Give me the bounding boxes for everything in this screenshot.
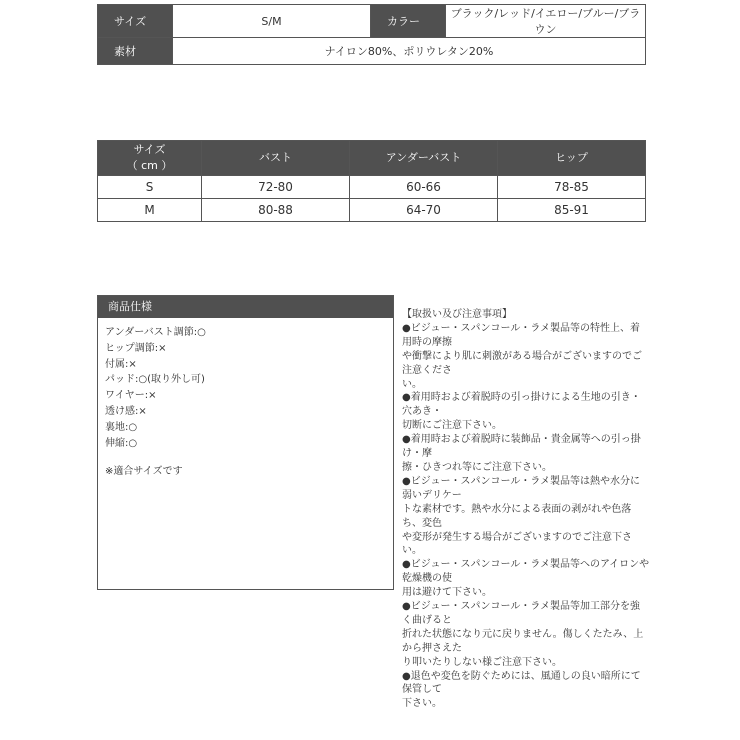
info-row-size-color [98, 5, 646, 38]
size-chart-table [97, 140, 646, 222]
material-label: 素材 [98, 38, 173, 65]
hip-header: ヒップ [498, 141, 646, 176]
spec-title: 商品仕様 [98, 296, 393, 318]
care-title: 【取扱い及び注意事項】 [402, 309, 512, 320]
product-spec-box [97, 295, 394, 590]
list-item: ●ビジュー・スパンコール・ラメ製品等は熱や水分に弱いデリケー トな素材です。熱や水分による表面の剥がれや色落ち、変色 や変形が発生する場合がございますのでご注意下さい。 [402, 475, 641, 557]
list-item: 伸縮:○ [105, 437, 138, 449]
size-cell: S [98, 176, 202, 199]
hip-cell: 78-85 [498, 176, 646, 199]
list-item: 裏地:○ [105, 421, 138, 433]
list-item: ●ビジュー・スパンコール・ラメ製品等へのアイロンや乾燥機の使 用は避けて下さい。 [402, 559, 650, 599]
bust-cell: 72-80 [202, 176, 350, 199]
list-item: ワイヤー:× [105, 390, 157, 402]
size-label: サイズ [98, 5, 173, 38]
list-item: ヒップ調節:× [105, 342, 167, 354]
underbust-header: アンダーバスト [350, 141, 498, 176]
care-notes [402, 308, 650, 711]
color-label: カラー [371, 5, 446, 38]
material-value: ナイロン80%、ポリウレタン20% [173, 38, 646, 65]
underbust-cell: 64-70 [350, 199, 498, 222]
bust-header: バスト [202, 141, 350, 176]
list-item: アンダーバスト調節:○ [105, 327, 206, 338]
spec-note: ※適合サイズです [105, 466, 183, 478]
size-header [98, 141, 202, 176]
color-value: ブラック/レッド/イエロー/ブルー/ブラウン [446, 5, 646, 38]
product-info-table [97, 4, 646, 65]
info-row-material [98, 38, 646, 65]
size-cell: M [98, 199, 202, 222]
hip-cell: 85-91 [498, 199, 646, 222]
list-item: ●ビジュー・スパンコール・ラメ製品等の特性上、着用時の摩擦 や衝撃により肌に刺激がある場合がございますのでご注意くださ い。 [402, 322, 642, 390]
spec-list [98, 318, 393, 451]
size-header-unit: （ cm ） [126, 159, 173, 172]
list-item: ●ビジュー・スパンコール・ラメ製品等加工部分を強く曲げると 折れた状態になり元に戻りません。傷しくたたみ、上から押さえた り叩いたりしない様ご注意下さい。 [402, 601, 644, 668]
list-item: ●着用時および着脱時に装飾品・貴金属等への引っ掛け・摩 擦・ひきつれ等にご注意下さい。 [402, 434, 641, 473]
list-item: 付属:× [105, 358, 137, 370]
size-value: S/M [173, 5, 371, 38]
bust-cell: 80-88 [202, 199, 350, 222]
underbust-cell: 60-66 [350, 176, 498, 199]
size-chart-header-row [98, 141, 646, 176]
list-item: ●退色や変色を防ぐためには、風通しの良い暗所にて保管して 下さい。 [402, 670, 641, 710]
size-header-label: サイズ [133, 143, 166, 156]
list-item: ●着用時および着脱時の引っ掛けによる生地の引き・穴あき・ 切断にご注意下さい。 [402, 392, 641, 432]
table-row [98, 199, 646, 222]
list-item: パッド:○(取り外し可) [105, 374, 205, 386]
list-item: 透け感:× [105, 405, 147, 417]
table-row [98, 176, 646, 199]
